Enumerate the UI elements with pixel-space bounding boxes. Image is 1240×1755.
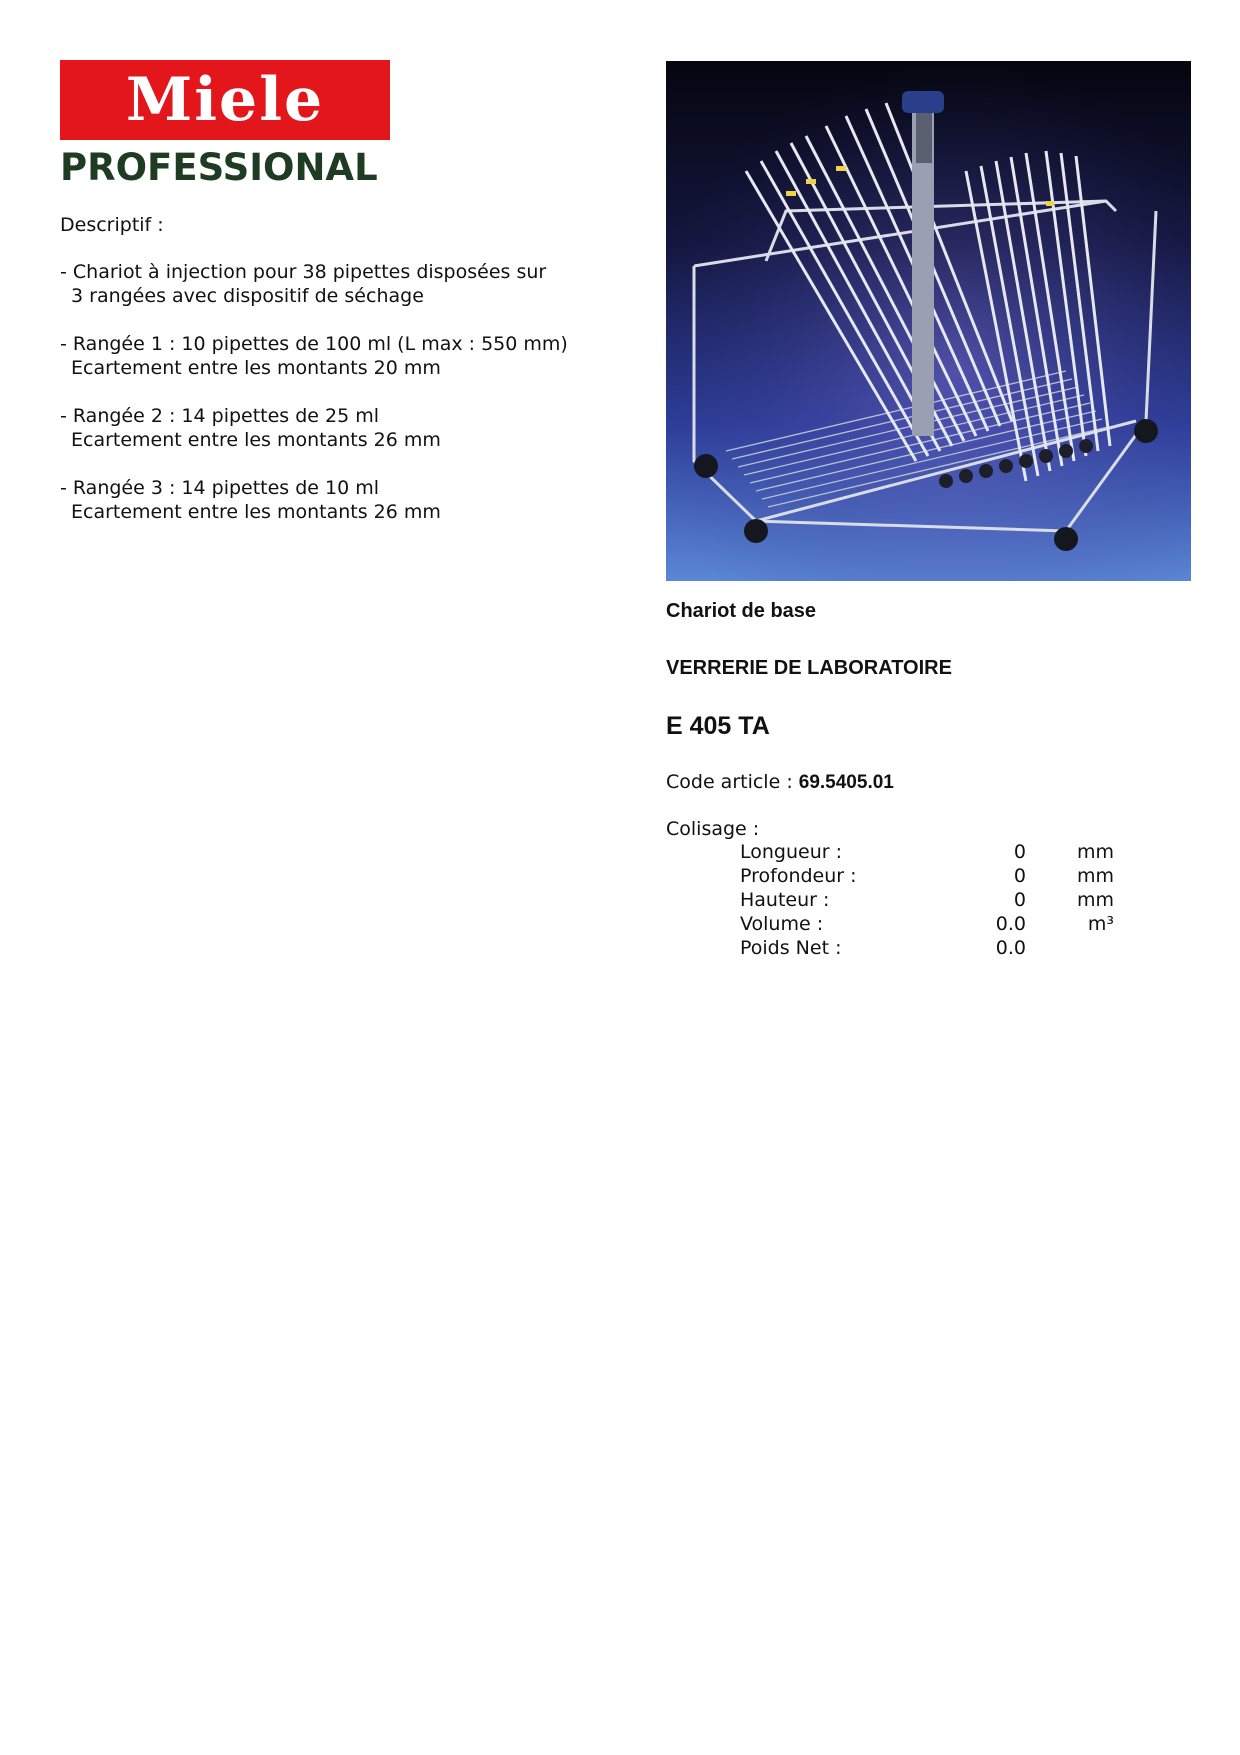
packaging-row: [740, 864, 1114, 888]
miele-professional-logo: [60, 60, 390, 189]
description-item: [60, 332, 620, 380]
packaging-row-unit: mm: [1076, 841, 1114, 863]
description-line: Ecartement entre les montants 20 mm: [71, 357, 441, 379]
description-line: Ecartement entre les montants 26 mm: [71, 501, 441, 523]
packaging-row-label: Volume :: [740, 913, 824, 935]
packaging-row-label: Profondeur :: [740, 865, 857, 887]
description-section: [60, 214, 620, 548]
packaging-table: [740, 840, 1114, 960]
packaging-row-unit: m³: [1087, 913, 1114, 935]
description-item: [60, 476, 620, 524]
packaging-row-value: 0.0: [995, 937, 1026, 959]
logo-subtitle: PROFESSIONAL: [60, 146, 378, 189]
packaging-label: Colisage :: [666, 818, 760, 840]
article-code-value: 69.5405.01: [798, 772, 894, 793]
packaging-row-label: Longueur :: [740, 841, 843, 863]
logo-brand-text: Miele: [125, 65, 325, 135]
product-info: [666, 600, 1186, 960]
product-model: E 405 TA: [666, 712, 770, 740]
description-line: - Chariot à injection pour 38 pipettes disposées sur: [60, 261, 547, 283]
packaging-row-value: 0: [1013, 865, 1026, 887]
packaging-row: [740, 912, 1114, 936]
packaging-row-label: Poids Net :: [740, 937, 842, 959]
packaging-row-unit: mm: [1076, 889, 1114, 911]
description-line: - Rangée 2 : 14 pipettes de 25 ml: [60, 405, 380, 427]
packaging-row-value: 0: [1013, 841, 1026, 863]
article-code: [666, 771, 1186, 794]
logo-red-banner: [60, 60, 390, 140]
description-heading: Descriptif :: [60, 214, 164, 236]
product-photo: [666, 61, 1191, 581]
packaging-row-unit: [1026, 936, 1114, 960]
description-line: Ecartement entre les montants 26 mm: [71, 429, 441, 451]
packaging-row-label: Hauteur :: [740, 889, 830, 911]
description-line: - Rangée 3 : 14 pipettes de 10 ml: [60, 477, 380, 499]
packaging-row-value: 0: [1013, 889, 1026, 911]
description-line: 3 rangées avec dispositif de séchage: [71, 285, 424, 307]
product-family: VERRERIE DE LABORATOIRE: [666, 657, 952, 679]
packaging-row-unit: mm: [1076, 865, 1114, 887]
description-item: [60, 260, 620, 308]
article-code-label: Code article :: [666, 771, 799, 793]
packaging-row: [740, 936, 1114, 960]
product-category: Chariot de base: [666, 600, 817, 622]
packaging-row: [740, 840, 1114, 864]
packaging-row: [740, 888, 1114, 912]
packaging-row-value: 0.0: [995, 913, 1026, 935]
description-line: - Rangée 1 : 10 pipettes de 100 ml (L max : 550 mm): [60, 333, 568, 355]
description-item: [60, 404, 620, 452]
